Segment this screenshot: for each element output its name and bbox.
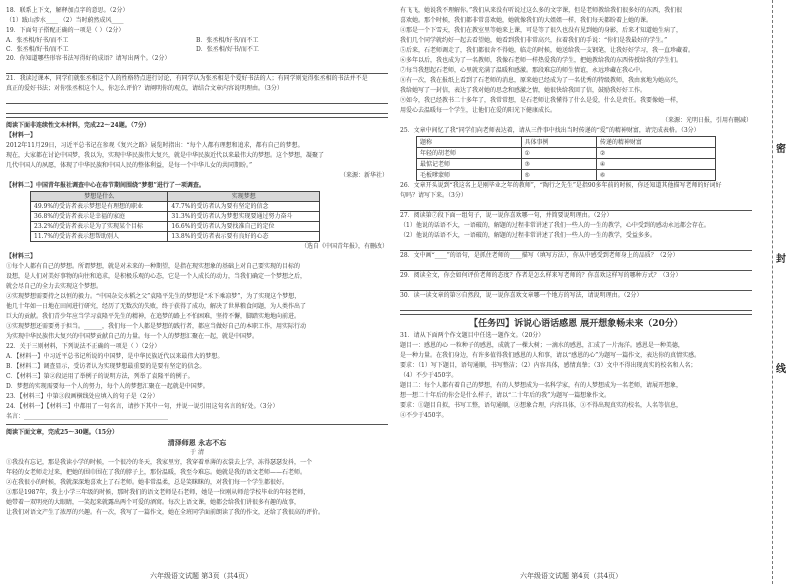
table-cell: ⑥ bbox=[596, 170, 715, 181]
q19-option-c: C．张丞相/好书/而不工 bbox=[6, 46, 69, 53]
table-cell: ③ bbox=[521, 159, 596, 170]
answer-line bbox=[400, 281, 752, 291]
q18-blanks: （1）跋山涉水____ （2）当时蔚然成风____ bbox=[6, 17, 124, 24]
material3-line: 巨大的贡献。我们青少年应当学习袁隆平先生的精神，在追梦的路上不怕困难，坚持不懈，脚踏实地地向前进。 bbox=[6, 313, 301, 320]
material1-line: 现在，大家都在讨论中国梦，我以为，实现中华民族伟大复兴，就是中华民族近代以来最伟大的梦想。这个梦想，凝聚了 bbox=[6, 152, 325, 159]
divider bbox=[6, 117, 388, 118]
q29-stem: 29．阅读全文，你会如何评价老师的态度？作者是怎么样来写老师的？你喜欢这样写的哪种方式？（3分） bbox=[400, 272, 682, 279]
q22-option-a: A．【材料一】中习近平总书记所说的中国梦，是中华民族近代以来最伟大的梦想。 bbox=[6, 353, 224, 360]
q19-option-a: A．张丞相/好书/而不工 bbox=[6, 37, 69, 44]
q19-option-b: B．张丞相/好书/而不工 bbox=[196, 37, 259, 44]
table-cell: 11.7%的受访者表示想帮助别人 bbox=[31, 232, 168, 242]
q31-line: 要求：（1）写下题目，语句通顺，书写整洁；（2）内容具体，感情真挚；（3）文中不得出现真实的校名和人名； bbox=[400, 362, 697, 369]
table-cell: 47.7%的受访者认为要有坚定的信念 bbox=[168, 202, 320, 212]
seal-char: 密 bbox=[776, 144, 786, 155]
answer-line bbox=[400, 301, 752, 311]
q21-line1: 21．我读过课本，同学们就张丞相这个人的性格特点进行讨论，有同学认为张丞相是个爱好书法的人；有同学则觉得张丞相的书法并不是 bbox=[6, 75, 368, 82]
left-column bbox=[6, 6, 388, 518]
page-footer-left: 六年级语文试题 第3页（共4页） bbox=[150, 572, 253, 580]
q22-stem: 22．关于三则材料，下列说法不正确的一项是（ ）（2分） bbox=[6, 343, 161, 350]
q27-option-2: （2）他说的话语不大，一语破的，解题的过程非常讲述了我们一些人的一生的教学，受益多多。 bbox=[400, 232, 656, 239]
table-cell: 年轻的胡老师 bbox=[417, 148, 522, 159]
table-row bbox=[417, 159, 716, 170]
table-cell: 31.3%的受访者认为梦想实现要通过努力奋斗 bbox=[168, 212, 320, 222]
q19-option-d: D．张丞相/好书/而不工 bbox=[196, 46, 259, 53]
table-row bbox=[31, 212, 320, 222]
q19-options-row1 bbox=[6, 36, 388, 45]
table-header-cell: 具体事例 bbox=[521, 137, 596, 148]
q27-stem: 27．阅读第⑦段下面一组句子，说一说你喜欢哪一句，并简要说明理由。（2分） bbox=[400, 212, 613, 219]
table-header-cell: 题称 bbox=[417, 137, 522, 148]
material1-line: 2012年11月29日，习近平总书记在参观《复兴之路》展览时指出：“每个人都有理想和追求，都有自己的梦想。 bbox=[6, 142, 304, 149]
story-line: 让我们对语文产生了浓厚的兴趣。有一次，我写了一篇作文，她在全班同学面前朗读了我的作文，还给了我很高的评价。 bbox=[6, 509, 325, 516]
table-cell: 毛板嗲蒙师 bbox=[417, 170, 522, 181]
q31-line: ④不少于450字。 bbox=[400, 412, 448, 419]
q31-line: （4）不少于450字。 bbox=[400, 372, 458, 379]
story-cont-line: ⑤后来，石老师调走了，我们都很舍不得她，临走的时候，她送给我一支钢笔，让我好好学习，我一直珍藏着。 bbox=[400, 47, 695, 54]
survey-source: （选自《中国青年报》，有删改） bbox=[300, 243, 388, 250]
q20-stem: 20．你知道哪些形容书法写得好的成语？请写出两个。（2分） bbox=[6, 55, 171, 62]
story-cont-line: 我给她写了一封信，表达了我对她的思念和感激之情，她很快给我回了信，鼓励我好好工作。 bbox=[400, 87, 647, 94]
q28-stem: 28．文中画“____”的语句，是抓住老师的____描写（填写方法），你从中感受到老师身上的品质？（2分） bbox=[400, 252, 679, 259]
table-row bbox=[31, 222, 320, 232]
material3-line: 设想，是人们对美好事物的向往和追求，是积极乐观的心态，它是一个人成长的动力，当我们确定一个梦想之后， bbox=[6, 273, 307, 280]
answer-line bbox=[6, 104, 388, 114]
material1-source: （来源：新华社） bbox=[339, 172, 388, 179]
q31-line: 是一种力量。在我们身边，有许多值得我们感恩的人和事，请以“感恩的心”为题写一篇作文，表达你的真情实感。 bbox=[400, 352, 701, 359]
story-author: 于 清 bbox=[190, 449, 204, 456]
story-line: ②在我很小的时候，我就深深地喜欢上了石老师。她非常温柔，总是笑眯眯的，对我们每一个学生都很好。 bbox=[6, 479, 289, 486]
table-cell: 16.6%的受访者认为要找准自己的定位 bbox=[168, 222, 320, 232]
story-cont-line: ⑥多年以后，我也成为了一名教师，我像石老师一样热爱我的学生，把她教给我的东西传授给我的学生们。 bbox=[400, 57, 683, 64]
q31-line: 题目一：感恩的心 一粒种子的感恩，成就了一棵大树；一滴水的感恩，汇成了一片海洋。感恩是一种美德， bbox=[400, 342, 684, 349]
answer-line bbox=[6, 64, 388, 74]
material3-line: ③实现梦想还需要勇于担当。______，我们每一个人都是梦想的践行者，都应当做好自己的本职工作，用实际行动 bbox=[6, 323, 307, 330]
table-header-row bbox=[31, 192, 320, 202]
story-line: ①我没有忘记，那是我读小学的时候，一个很冷的冬天，我家里穷，我穿着单薄的衣裳去上学，冻得瑟瑟发抖，一个 bbox=[6, 459, 313, 466]
task4-heading: 【任务四】诉说心语话感恩 展开想象畅未来（20分） bbox=[469, 319, 683, 329]
q31-line: 题目二：每个人都有着自己的梦想，有的人梦想成为一名科学家，有的人梦想成为一名老师，请展开想象， bbox=[400, 382, 683, 389]
material1-line: 几代中国人的夙愿，体现了中华民族和中国人民的整体利益，是每一个中华儿女的共同期盼。” bbox=[6, 162, 253, 169]
story-cont-line: ⑧有一次，我在报纸上看到了石老师的消息，原来她已经成为了一名优秀的特级教师，我由衷地为她高兴， bbox=[400, 77, 683, 84]
page-footer-right: 六年级语文试题 第4页（共4页） bbox=[520, 572, 623, 580]
q24-stem: 24．【材料一】【材料三】中都用了一句名言，请抄下其中一句，并说一说引用这句名言的好处。（3分） bbox=[6, 403, 279, 410]
q18-stem: 18．联系上下文，解释加点字的意思。（2分） bbox=[6, 7, 129, 14]
q25-stem: 25．文章中间忆了我“同学们向老师表达着，请从三件事中找出当时传递的“爱”的精神财富，请完成表格。（3分） bbox=[400, 127, 700, 134]
divider bbox=[6, 424, 388, 425]
table-row bbox=[417, 148, 716, 159]
answer-line bbox=[6, 94, 388, 104]
story-cont-line: ④那是一个下雪天，我们在教室里等她来上课，可是等了很久也没有见到她的身影，后来才知道她生病了， bbox=[400, 27, 683, 34]
story-title: 清泽师恩 永志不忘 bbox=[167, 438, 227, 447]
section-nonlit-heading: 阅读下面非连续性文本材料，完成22～24题。（7分） bbox=[6, 122, 150, 129]
q22-option-b: B．【材料二】调查显示，受访者认为实现梦想最重要的是要有坚定的信念。 bbox=[6, 363, 206, 370]
table-header-cell: 传递的精神财富 bbox=[596, 137, 715, 148]
divider bbox=[400, 314, 752, 315]
table-cell: 13.8%的受访者表示要有良好的心态 bbox=[168, 232, 320, 242]
q19-options-row2 bbox=[6, 45, 388, 54]
story-cont-line: 有飞飞，她说我不理解你。”我们从来没有听说过这么多的文字课，但是老师教给我们很多好的东西，我们很 bbox=[400, 7, 683, 14]
seal-char: 线 bbox=[776, 364, 786, 375]
table-row bbox=[31, 202, 320, 212]
q31-line: 31．请从下面两个作文题目中任选一题作文。（20分） bbox=[400, 332, 545, 339]
q22-option-d: D．梦想的实现需要每一个人的努力，每个人的梦想汇聚在一起就是中国梦。 bbox=[6, 383, 209, 390]
q26-line2: 句吗？请写下来。（3分） bbox=[400, 192, 467, 199]
q26-line1: 26．文章开头说到“我这名上是刚毕业之年的教师”，“陶行之先生”是指90多年前的时候，你还知道其他描写老师的好词好 bbox=[400, 182, 722, 189]
q19-stem: 19．下面句子搭配正确的一项是（ ）（2分） bbox=[6, 27, 125, 34]
material3-title: 【材料三】 bbox=[6, 253, 37, 260]
survey-table bbox=[30, 191, 320, 242]
material2-title: 【材料二】中国青年报社调查中心在春节期间围绕“梦想”进行了一项调查。 bbox=[6, 182, 205, 189]
q21-line2: 真正的爱好书法；对你张丞相这个人，你怎么评价？请阐明你的观点，请结合文章内容说明理由。（3分） bbox=[6, 85, 283, 92]
answer-line bbox=[400, 241, 752, 251]
story-source: （来源：光明日报，引用有删减） bbox=[661, 117, 752, 124]
table-cell: 最惦记老师 bbox=[417, 159, 522, 170]
material3-line: 他几十年如一日地在田间进行研究，经历了无数次的失败，终于获得了成功，解决了世界粮食问题，为人类作出了 bbox=[6, 303, 307, 310]
q31-line: 想一想二十年后的你会是什么样子，请以“二十年后的我”为题写一篇想象作文。 bbox=[400, 392, 611, 399]
story-line: ③那是1987年，我上小学三年级的时候，那时我们的语文老师是石老师，她是一位刚从师范学校毕业的年轻老师， bbox=[6, 489, 310, 496]
table-header-row bbox=[417, 137, 716, 148]
table-row bbox=[31, 232, 320, 242]
seal-char: 封 bbox=[776, 254, 786, 265]
material3-line: ①每个人都有自己的梦想。所谓梦想，就是对未来的一种期望，是指在现实想象的基础上对自己要实现的目标的 bbox=[6, 263, 301, 270]
table-cell: 49.9%的受访者表示梦想是有理想的职业 bbox=[31, 202, 168, 212]
table-header-cell: 梦想是什么 bbox=[31, 192, 168, 202]
table-header-cell: 实现梦想 bbox=[168, 192, 320, 202]
right-column bbox=[400, 6, 752, 421]
q31-line: 要求：①题目自拟，书写工整，语句通顺，②想象合理，内容具体，③不得出现真实的校名，人名等信息， bbox=[400, 402, 683, 409]
story-line: 年轻的女老师走过来，把她的围巾围在了我的脖子上，那份温暖，我至今难忘。她就是我的语文老师——石老师。 bbox=[6, 469, 307, 476]
q24-quote-line: 名言：________________________________________________ bbox=[6, 413, 169, 420]
q22-option-c: C．【材料三】第②段运用了举例子的说明方法，列举了袁隆平的例子。 bbox=[6, 373, 194, 380]
table-cell: 36.8%的受访者表示是幸福的家庭 bbox=[31, 212, 168, 222]
answer-line bbox=[400, 261, 752, 271]
story-line: 她带着一双明亮的大眼睛，一笑起来就露出两个可爱的酒窝。每次上语文课，她都会给我们讲很多有趣的故事， bbox=[6, 499, 301, 506]
table-cell: ② bbox=[596, 148, 715, 159]
table-cell: ① bbox=[521, 148, 596, 159]
material3-line: ②实现梦想需要持之以恒的毅力。“中国杂交水稻之父”袁隆平先生的梦想是“禾下乘凉梦”，为了实现这个梦想， bbox=[6, 293, 301, 300]
task-table bbox=[416, 136, 716, 181]
seal-line-band bbox=[772, 0, 793, 584]
story-cont-line: 用爱心去温暖每一个学生，让他们在爱的阳光下健康成长。 bbox=[400, 107, 557, 114]
q30-stem: 30．读一读文章的第⑨自然段，说一说你喜欢文章哪一个地方的写法，请说明理由。（2分） bbox=[400, 292, 643, 299]
material1-title: 【材料一】 bbox=[6, 132, 37, 139]
table-cell: ⑤ bbox=[521, 170, 596, 181]
q23-stem: 23．【材料三】中第③段画横线处应填入的句子是（2分） bbox=[6, 393, 159, 400]
section-reading-heading: 阅读下面文章，完成25～30题。（15分） bbox=[6, 429, 119, 436]
material3-line: 就会尽自己的全力去实现这个梦想。 bbox=[6, 283, 103, 290]
table-row bbox=[417, 170, 716, 181]
table-cell: ④ bbox=[596, 159, 715, 170]
story-cont-line: 喜欢她。那个时候，我们都非常喜欢她，她就像我们的大姐姐一样，我们每天都盼着上她的课。 bbox=[400, 17, 653, 24]
story-cont-line: ⑦每当我想起石老师，心里就充满了温暖和感激。那段难忘的师生情谊，永远珍藏在我心中。 bbox=[400, 67, 647, 74]
answer-line bbox=[400, 201, 752, 211]
story-cont-line: ⑨如今，我已经教书二十多年了，我常常想，是石老师让我懂得了什么是爱，什么是责任。我要像她一样， bbox=[400, 97, 683, 104]
q27-option-1: （1）他说的话语不大，一语破的，解题的过程非常讲述了我们一些人的一生的教学，心中受到的感动永远都会存在。 bbox=[400, 222, 710, 229]
table-cell: 23.2%的受访者表示是为了实现某个目标 bbox=[31, 222, 168, 232]
material3-line: 为实现中华民族伟大复兴的中国梦贡献自己的力量。每一个人的梦想汇聚在一起，就是中国梦。 bbox=[6, 333, 259, 340]
story-cont-line: 我们几个同学就约好一起去看望她，她看到我们非常高兴，拉着我们的手说：“你们是我最好的学生。” bbox=[400, 37, 668, 44]
